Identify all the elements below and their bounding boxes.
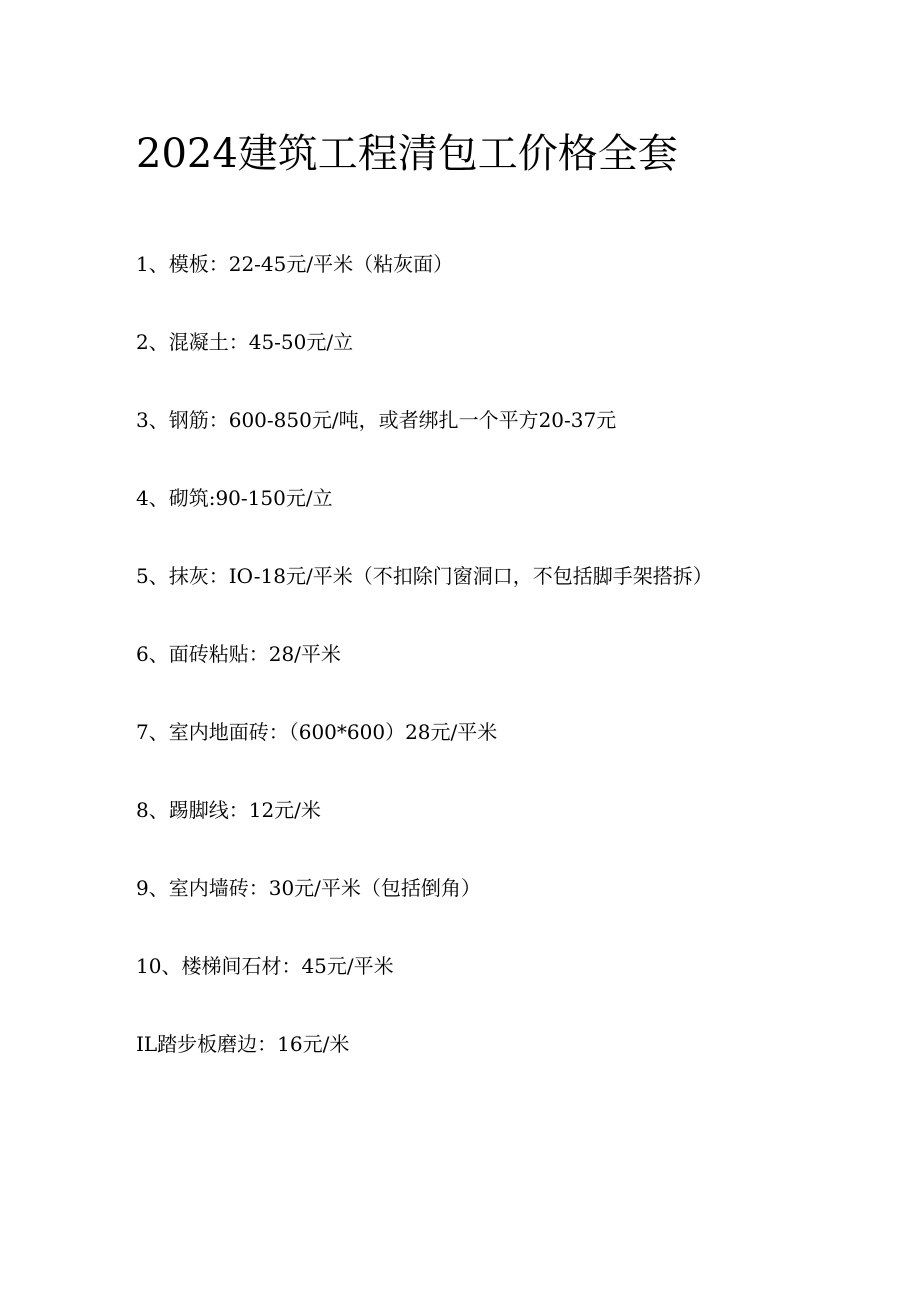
price-list-item: 10、楼梯间石材：45元/平米 xyxy=(136,954,394,978)
document-title: 2024建筑工程清包工价格全套 xyxy=(136,131,678,177)
price-list-item: 1、模板：22-45元/平米（粘灰面） xyxy=(136,252,454,276)
price-list-item: IL踏步板磨边：16元/米 xyxy=(136,1032,350,1056)
price-list-item: 7、室内地面砖：（600*600）28元/平米 xyxy=(136,720,498,744)
price-list-item: 8、踢脚线：12元/米 xyxy=(136,798,321,822)
price-list-item: 4、砌筑:90-150元/立 xyxy=(136,486,333,510)
price-list-item: 3、钢筋：600-850元/吨，或者绑扎一个平方20-37元 xyxy=(136,408,617,432)
price-list xyxy=(136,250,713,1108)
price-list-item: 9、室内墙砖：30元/平米（包括倒角） xyxy=(136,876,481,900)
price-list-item: 5、抹灰：IO-18元/平米（不扣除门窗洞口，不包括脚手架搭拆） xyxy=(136,564,713,588)
price-list-item: 2、混凝土：45-50元/立 xyxy=(136,330,354,354)
price-list-item: 6、面砖粘贴：28/平米 xyxy=(136,642,341,666)
